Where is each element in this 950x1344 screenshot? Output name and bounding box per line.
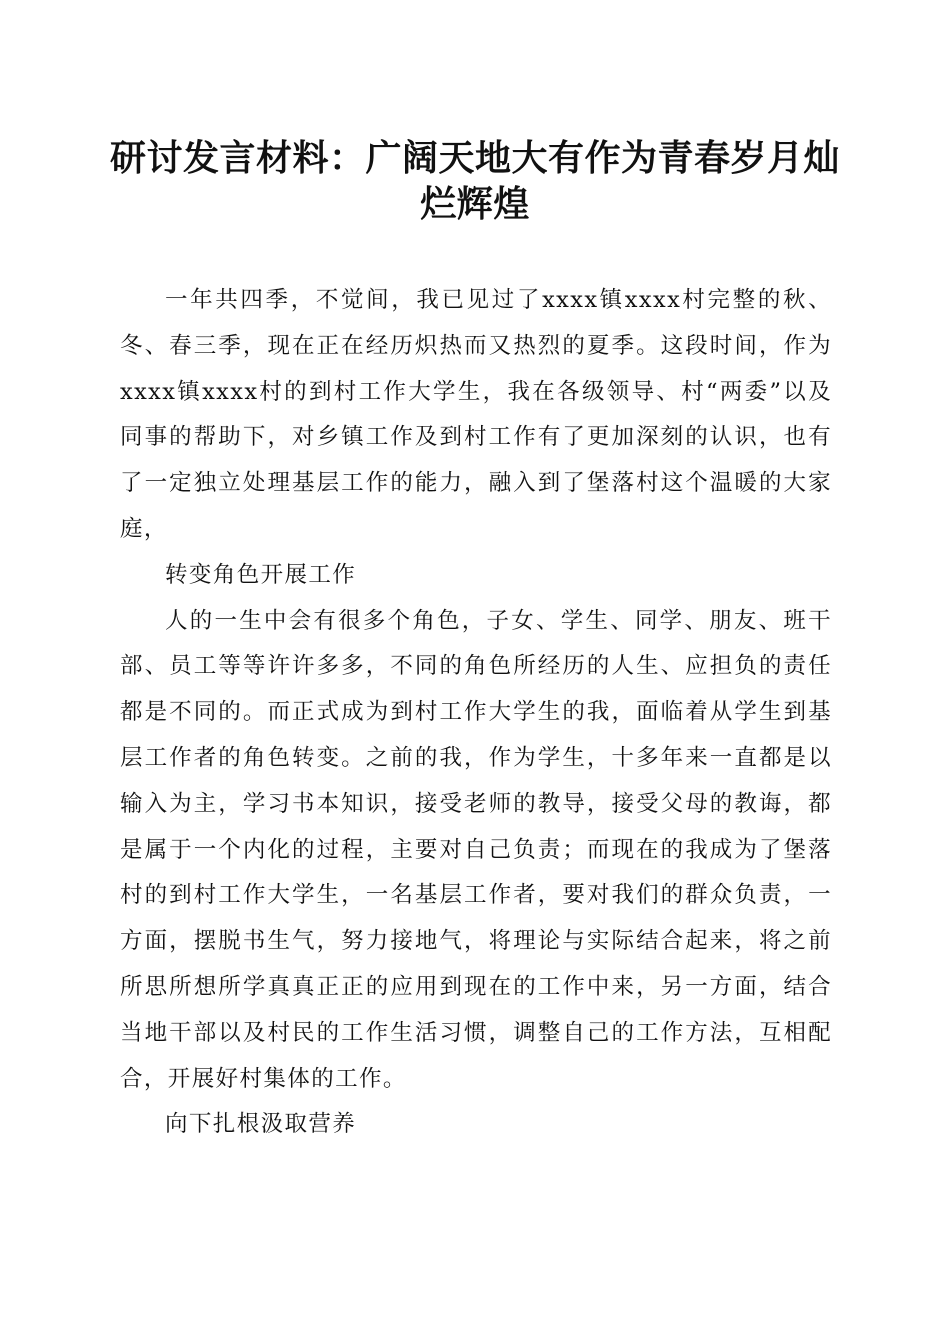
role-change-paragraph: 人的一生中会有很多个角色，子女、学生、同学、朋友、班干部、员工等等许许多多，不同的角色所经历的人生、应担负的责任都是不同的。而正式成为到村工作大学生的我，面临着从学生到基层工作者的角色转变。之前的我，作为学生，十多年来一直都是以输入为主，学习书本知识，接受老师的教导，接受父母的教诲，都是属于一个内化的过程，主要对自己负责；而现在的我成为了堡落村的到村工作大学生，一名基层工作者，要对我们的群众负责，一方面，摆脱书生气，努力接地气，将理论与实际结合起来，将之前所思所想所学真真正正的应用到现在的工作中来，另一方面，结合当地干部以及村民的工作生活习惯，调整自己的工作方法，互相配合，开展好村集体的工作。: [120, 607, 832, 1092]
document-title: 研讨发言材料：广阔天地大有作为青春岁月灿烂辉煌: [109, 138, 840, 225]
section-heading-take-root: 向下扎根汲取营养: [165, 1111, 357, 1138]
section-heading-role-change: 转变角色开展工作: [165, 561, 357, 588]
document-body: [120, 278, 832, 1148]
intro-paragraph: 一年共四季，不觉间，我已见过了xxxx镇xxxx村完整的秋、冬、春三季，现在正在经历炽热而又热烈的夏季。这段时间，作为xxxx镇xxxx村的到村工作大学生，我在各级领导、村“两委”以及同事的帮助下，对乡镇工作及到村工作有了更加深刻的认识，也有了一定独立处理基层工作的能力，融入到了堡落村这个温暖的大家庭，: [120, 287, 832, 542]
